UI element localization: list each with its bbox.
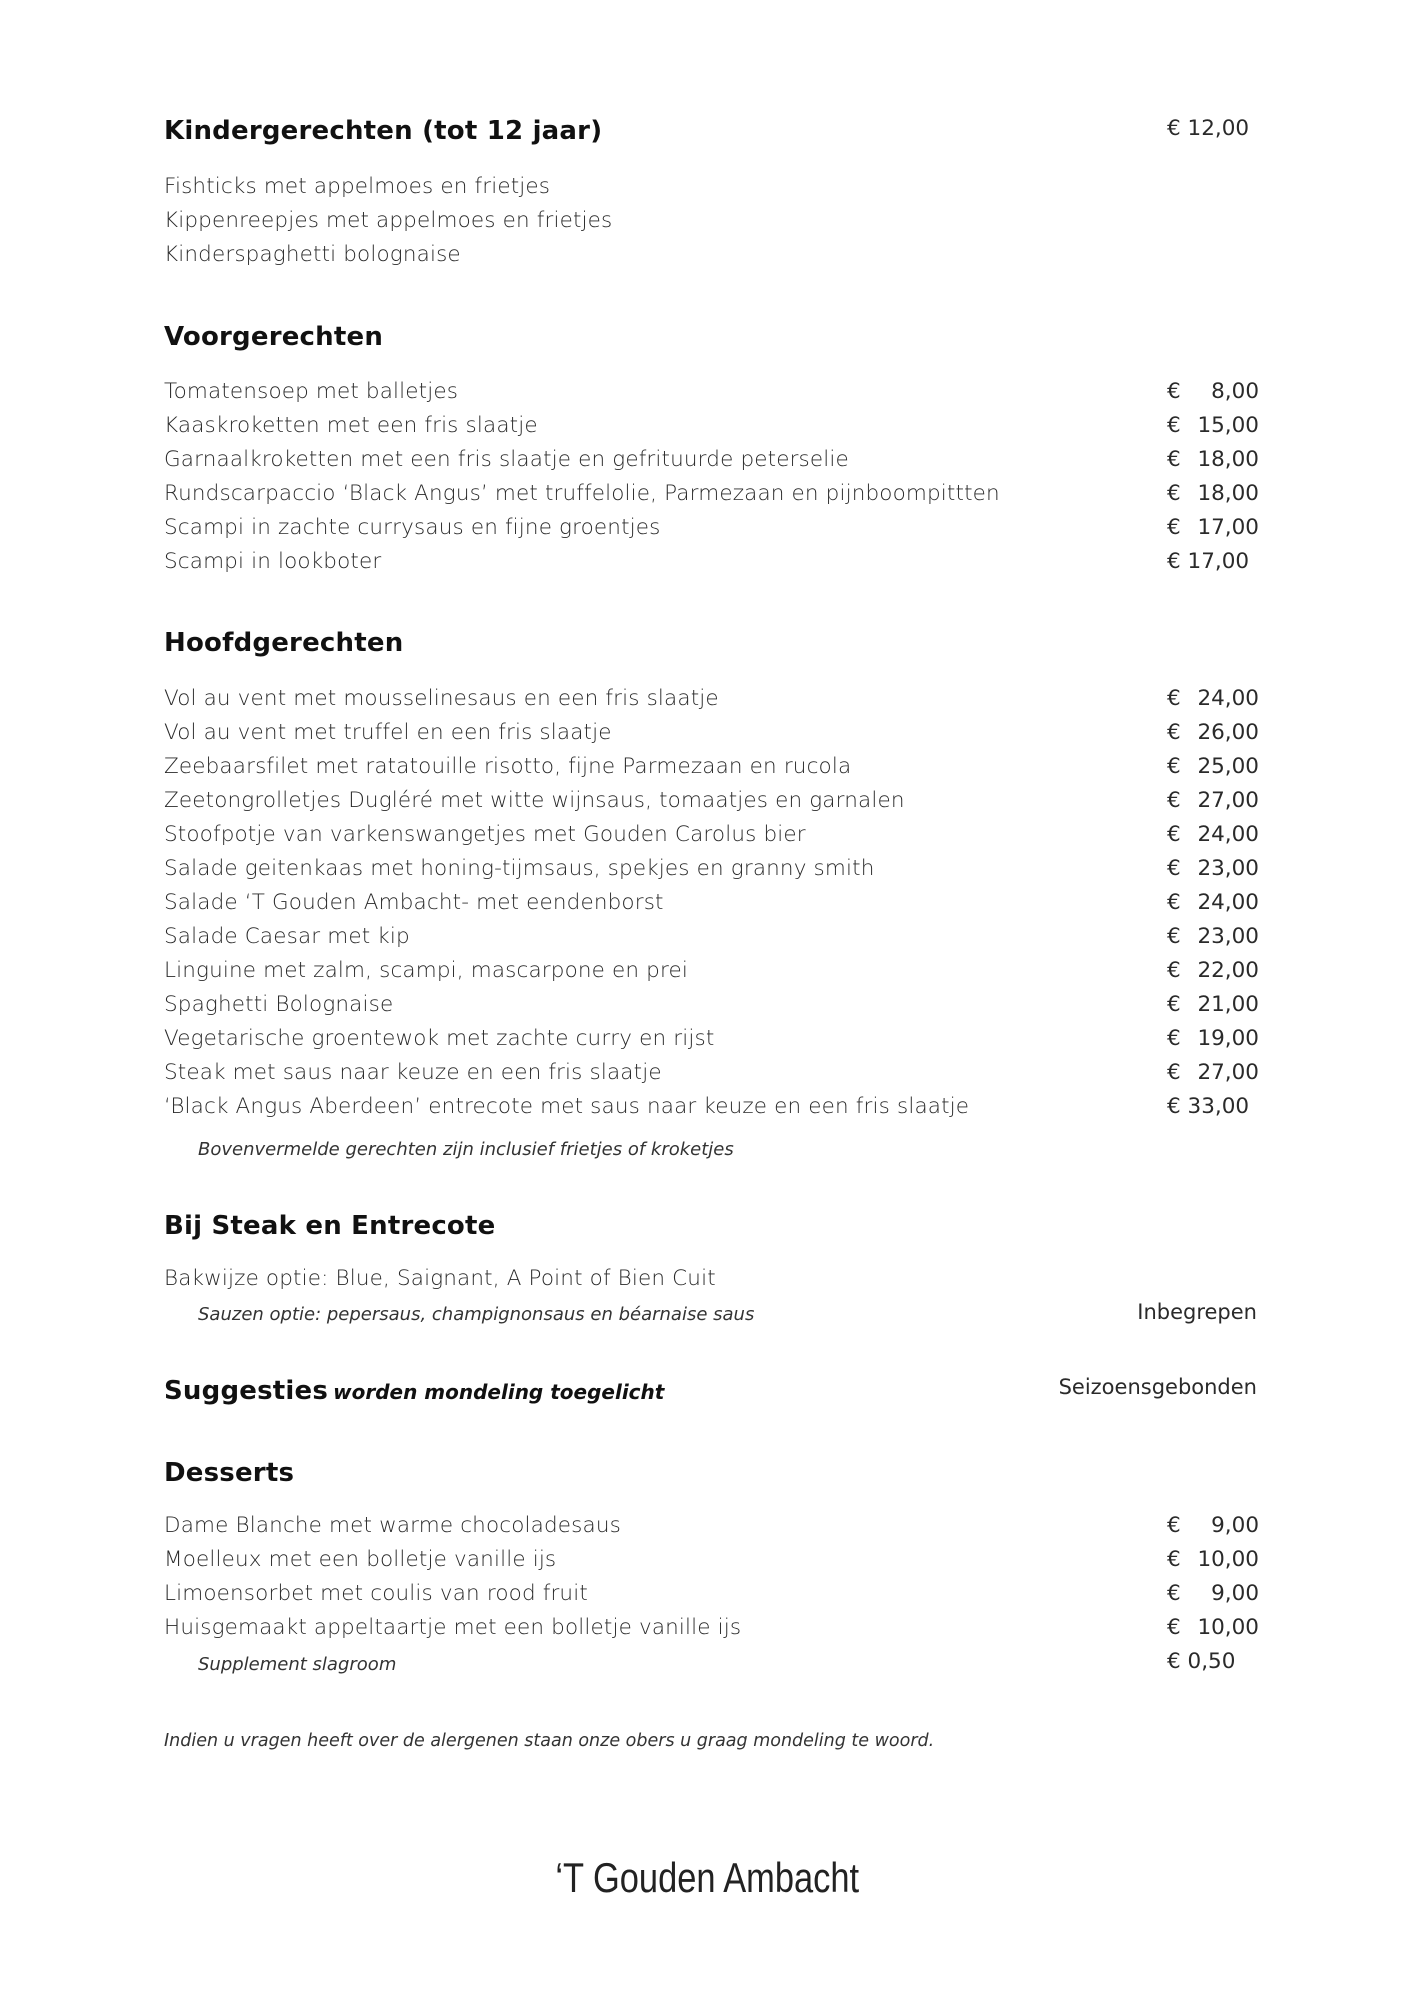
menu-item-name: Tomatensoep met balletjes xyxy=(164,379,459,404)
price-amount: 27,00 xyxy=(1197,1060,1259,1085)
price-amount: 23,00 xyxy=(1197,924,1259,949)
menu-item-name: Vol au vent met mousselinesaus en een fris slaatje xyxy=(164,686,719,711)
menu-item-price xyxy=(1167,515,1259,543)
menu-item-price xyxy=(1167,924,1259,952)
currency-symbol: € xyxy=(1167,754,1181,779)
menu-item-name: Dame Blanche met warme chocoladesaus xyxy=(164,1513,621,1538)
menu-item-price xyxy=(1167,992,1259,1020)
menu-item-price xyxy=(1167,788,1259,816)
footer xyxy=(0,1854,1414,1902)
sauzen-option: Sauzen optie: pepersaus, champignonsaus en béarnaise saus xyxy=(198,1304,755,1325)
menu-item-price xyxy=(1167,890,1259,918)
menu-item-price xyxy=(1167,1615,1259,1643)
menu-item-name: Salade ‘T Gouden Ambacht- met eendenborst xyxy=(164,890,664,915)
menu-item-price xyxy=(1167,379,1259,407)
menu-item-price xyxy=(1167,720,1259,748)
menu-item-price xyxy=(1167,1026,1259,1054)
price-amount: 23,00 xyxy=(1197,856,1259,881)
currency-symbol: € xyxy=(1167,1513,1181,1538)
menu-item-price xyxy=(1167,686,1259,714)
currency-symbol: € xyxy=(1167,890,1181,915)
menu-item-price xyxy=(1167,958,1259,986)
menu-item-name: Scampi in lookboter xyxy=(164,549,382,574)
menu-item-price xyxy=(1167,413,1259,441)
price-amount: 9,00 xyxy=(1211,1513,1259,1538)
price-amount: 24,00 xyxy=(1197,822,1259,847)
menu-item-name: Vol au vent met truffel en een fris slaatje xyxy=(164,720,612,745)
price-amount: 18,00 xyxy=(1197,447,1259,472)
price-amount: 10,00 xyxy=(1197,1615,1259,1640)
suggesties-price-label: Seizoensgebonden xyxy=(1058,1375,1257,1399)
currency-symbol: € xyxy=(1167,413,1181,438)
currency-symbol: € xyxy=(1167,1547,1181,1572)
price-amount: 18,00 xyxy=(1197,481,1259,506)
currency-symbol: € xyxy=(1167,1026,1181,1051)
menu-item-name: Scampi in zachte currysaus en fijne groentjes xyxy=(164,515,661,540)
currency-symbol: € xyxy=(1167,856,1181,881)
supplement-label: Supplement slagroom xyxy=(198,1654,397,1675)
menu-item-name: Limoensorbet met coulis van rood fruit xyxy=(164,1581,588,1606)
menu-item-price xyxy=(1167,856,1259,884)
list-item: Kippenreepjes met appelmoes en frietjes xyxy=(164,208,613,233)
menu-item-price xyxy=(1167,822,1259,850)
menu-item-name: Salade geitenkaas met honing-tijmsaus, spekjes en granny smith xyxy=(164,856,875,881)
currency-symbol: € xyxy=(1167,822,1181,847)
price-amount: 19,00 xyxy=(1197,1026,1259,1051)
restaurant-name: ‘T Gouden Ambacht xyxy=(555,1854,859,1901)
currency-symbol: € xyxy=(1167,447,1181,472)
menu-item-price: € 33,00 xyxy=(1167,1094,1250,1119)
currency-symbol: € xyxy=(1167,515,1181,540)
menu-item-name: Moelleux met een bolletje vanille ijs xyxy=(164,1547,557,1572)
hoofdgerechten-heading: Hoofdgerechten xyxy=(164,628,404,658)
menu-item-price xyxy=(1167,1581,1259,1609)
list-item: Fishticks met appelmoes en frietjes xyxy=(164,174,551,199)
menu-item-name: Huisgemaakt appeltaartje met een bolletje vanille ijs xyxy=(164,1615,742,1640)
menu-item-name: Steak met saus naar keuze en een fris slaatje xyxy=(164,1060,662,1085)
price-amount: 26,00 xyxy=(1197,720,1259,745)
hoofdgerechten-note: Bovenvermelde gerechten zijn inclusief frietjes of kroketjes xyxy=(198,1139,734,1160)
menu-item-name: Salade Caesar met kip xyxy=(164,924,410,949)
currency-symbol: € xyxy=(1167,1060,1181,1085)
price-amount: 25,00 xyxy=(1197,754,1259,779)
menu-item-price xyxy=(1167,447,1259,475)
currency-symbol: € xyxy=(1167,788,1181,813)
currency-symbol: € xyxy=(1167,992,1181,1017)
price-amount: 24,00 xyxy=(1197,686,1259,711)
menu-item-price xyxy=(1167,1060,1259,1088)
menu-item-name: Zeetongrolletjes Dugléré met witte wijnsaus, tomaatjes en garnalen xyxy=(164,788,905,813)
menu-item-price: € 17,00 xyxy=(1167,549,1250,574)
price-amount: 22,00 xyxy=(1197,958,1259,983)
price-amount: 9,00 xyxy=(1211,1581,1259,1606)
suggesties-heading: Suggesties xyxy=(164,1376,329,1406)
bakwijze-option: Bakwijze optie: Blue, Saignant, A Point of Bien Cuit xyxy=(164,1266,716,1291)
price-amount: 8,00 xyxy=(1211,379,1259,404)
currency-symbol: € xyxy=(1167,686,1181,711)
currency-symbol: € xyxy=(1167,720,1181,745)
menu-item-name: ‘Black Angus Aberdeen’ entrecote met saus naar keuze en een fris slaatje xyxy=(164,1094,970,1119)
price-amount: 21,00 xyxy=(1197,992,1259,1017)
currency-symbol: € xyxy=(1167,481,1181,506)
price-amount: 15,00 xyxy=(1197,413,1259,438)
menu-item-name: Spaghetti Bolognaise xyxy=(164,992,394,1017)
voorgerechten-heading: Voorgerechten xyxy=(164,322,384,352)
menu-item-price xyxy=(1167,481,1259,509)
menu-item-name: Vegetarische groentewok met zachte curry en rijst xyxy=(164,1026,715,1051)
price-amount: 27,00 xyxy=(1197,788,1259,813)
currency-symbol: € xyxy=(1167,958,1181,983)
menu-item-price xyxy=(1167,1547,1259,1575)
steak-price-label: Inbegrepen xyxy=(1137,1300,1257,1324)
supplement-price: € 0,50 xyxy=(1167,1649,1236,1674)
currency-symbol: € xyxy=(1167,379,1181,404)
menu-item-name: Zeebaarsfilet met ratatouille risotto, fijne Parmezaan en rucola xyxy=(164,754,852,779)
kindergerechten-price: € 12,00 xyxy=(1167,116,1250,141)
currency-symbol: € xyxy=(1167,924,1181,949)
list-item: Kinderspaghetti bolognaise xyxy=(164,242,461,267)
allergen-note: Indien u vragen heeft over de alergenen staan onze obers u graag mondeling te woord. xyxy=(164,1731,935,1751)
currency-symbol: € xyxy=(1167,1581,1181,1606)
kindergerechten-heading: Kindergerechten (tot 12 jaar) xyxy=(164,116,603,146)
menu-item-name: Linguine met zalm, scampi, mascarpone en prei xyxy=(164,958,688,983)
menu-item-name: Stoofpotje van varkenswangetjes met Gouden Carolus bier xyxy=(164,822,806,847)
currency-symbol: € xyxy=(1167,1615,1181,1640)
menu-item-name: Kaaskroketten met een fris slaatje xyxy=(164,413,538,438)
price-amount: 10,00 xyxy=(1197,1547,1259,1572)
menu-item-name: Rundscarpaccio ‘Black Angus’ met truffelolie, Parmezaan en pijnboompittten xyxy=(164,481,1000,506)
menu-item-price xyxy=(1167,1513,1259,1541)
menu-item-price xyxy=(1167,754,1259,782)
steak-heading: Bij Steak en Entrecote xyxy=(164,1211,496,1241)
menu-item-name: Garnaalkroketten met een fris slaatje en gefrituurde peterselie xyxy=(164,447,849,472)
price-amount: 24,00 xyxy=(1197,890,1259,915)
price-amount: 17,00 xyxy=(1197,515,1259,540)
suggesties-heading-row xyxy=(164,1376,664,1406)
desserts-heading: Desserts xyxy=(164,1458,295,1488)
suggesties-subtitle: worden mondeling toegelicht xyxy=(333,1380,665,1404)
